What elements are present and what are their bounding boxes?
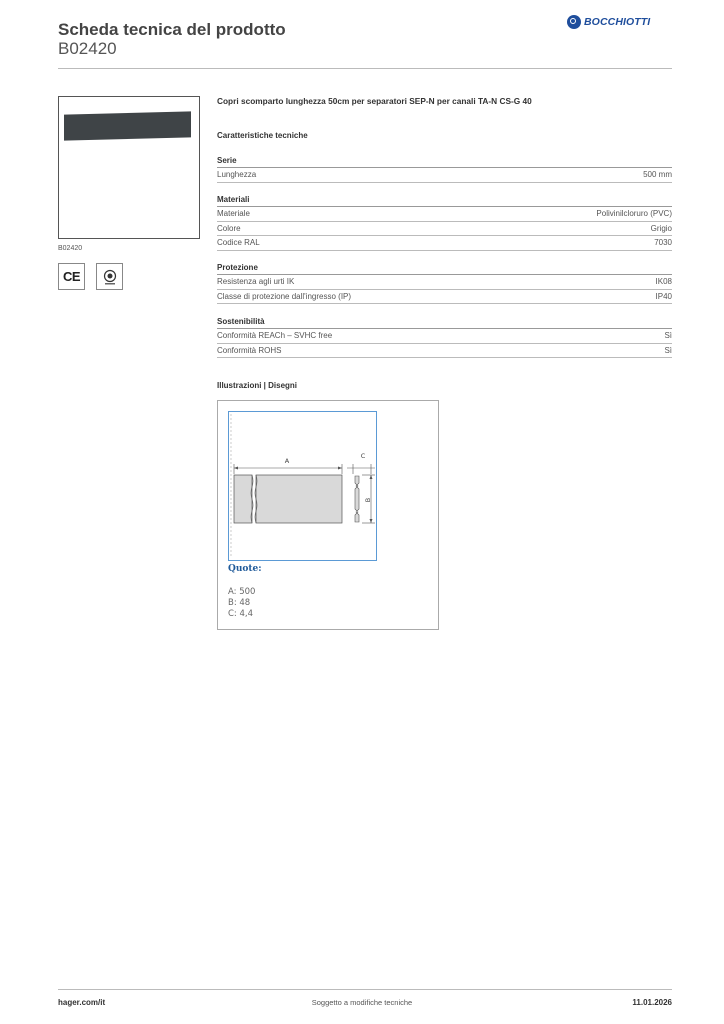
spec-row	[217, 329, 672, 344]
product-cover-shape	[64, 111, 191, 140]
brand-name: BOCCHIOTTI	[584, 16, 651, 28]
dimension-value-a: A: 500	[228, 587, 256, 597]
illustrations-title: Illustrazioni | Disegni	[217, 381, 298, 390]
spec-group-sostenibilita	[217, 317, 672, 358]
spec-label: Lunghezza	[217, 170, 257, 179]
spec-row	[217, 168, 672, 183]
spec-group-title: Sostenibilità	[217, 317, 672, 329]
imq-mark-icon	[100, 267, 120, 287]
spec-row	[217, 207, 672, 222]
spec-group-title: Protezione	[217, 263, 672, 275]
product-description: Copri scomparto lunghezza 50cm per separatori SEP-N per canali TA-N CS-G 40	[217, 96, 532, 106]
dim-label-b: B	[364, 497, 372, 503]
dimensions-label: Quote:	[228, 564, 262, 574]
spec-value: Sì	[664, 331, 672, 340]
spec-value: 7030	[654, 238, 672, 247]
spec-value: 500 mm	[643, 170, 672, 179]
spec-value: Grigio	[650, 223, 672, 233]
spec-label: Resistenza agli urti IK	[217, 277, 295, 286]
dimension-value-b: B: 48	[228, 598, 251, 608]
spec-value: Sì	[664, 345, 672, 355]
product-code: B02420	[58, 39, 117, 58]
spec-group-title: Serie	[217, 156, 672, 168]
product-image	[58, 96, 200, 239]
spec-label: Conformità ROHS	[217, 345, 282, 355]
spec-row	[217, 236, 672, 251]
ce-mark-icon: CE	[62, 269, 81, 284]
spec-row	[217, 344, 672, 359]
dimension-value-c: C: 4,4	[228, 609, 254, 619]
footer-divider	[58, 989, 672, 990]
spec-row	[217, 275, 672, 290]
dimension-drawing	[229, 412, 376, 560]
spec-group-materiali	[217, 195, 672, 251]
spec-label: Conformità REACh – SVHC free	[217, 331, 333, 340]
dim-label-c: C	[360, 452, 366, 460]
spec-group-serie	[217, 156, 672, 183]
spec-label: Colore	[217, 223, 241, 233]
technical-drawing	[217, 400, 439, 630]
spec-label: Materiale	[217, 209, 250, 218]
spec-group-protezione	[217, 263, 672, 304]
spec-value: Polivinilcloruro (PVC)	[596, 209, 672, 218]
drawing-frame	[228, 411, 377, 561]
footer-date: 11.01.2026	[632, 998, 672, 1007]
spec-label: Codice RAL	[217, 238, 260, 247]
spec-label: Classe di protezione dall'ingresso (IP)	[217, 291, 352, 301]
footer-website-link[interactable]: hager.com/it	[58, 998, 106, 1007]
product-image-caption: B02420	[58, 245, 83, 252]
imq-mark-badge	[96, 263, 123, 290]
spec-row	[217, 290, 672, 305]
spec-value: IK08	[655, 277, 672, 286]
dim-label-a: A	[284, 457, 290, 465]
spec-row	[217, 222, 672, 237]
brand-logo	[567, 15, 650, 29]
ce-mark-badge	[58, 263, 85, 290]
footer-note: Soggetto a modifiche tecniche	[311, 998, 413, 1007]
header-divider	[58, 68, 672, 69]
specs-section-title: Caratteristiche tecniche	[217, 131, 308, 140]
spec-group-title: Materiali	[217, 195, 672, 207]
brand-logo-icon	[567, 15, 581, 29]
spec-value: IP40	[655, 291, 672, 301]
page-title: Scheda tecnica del prodotto	[58, 20, 286, 39]
